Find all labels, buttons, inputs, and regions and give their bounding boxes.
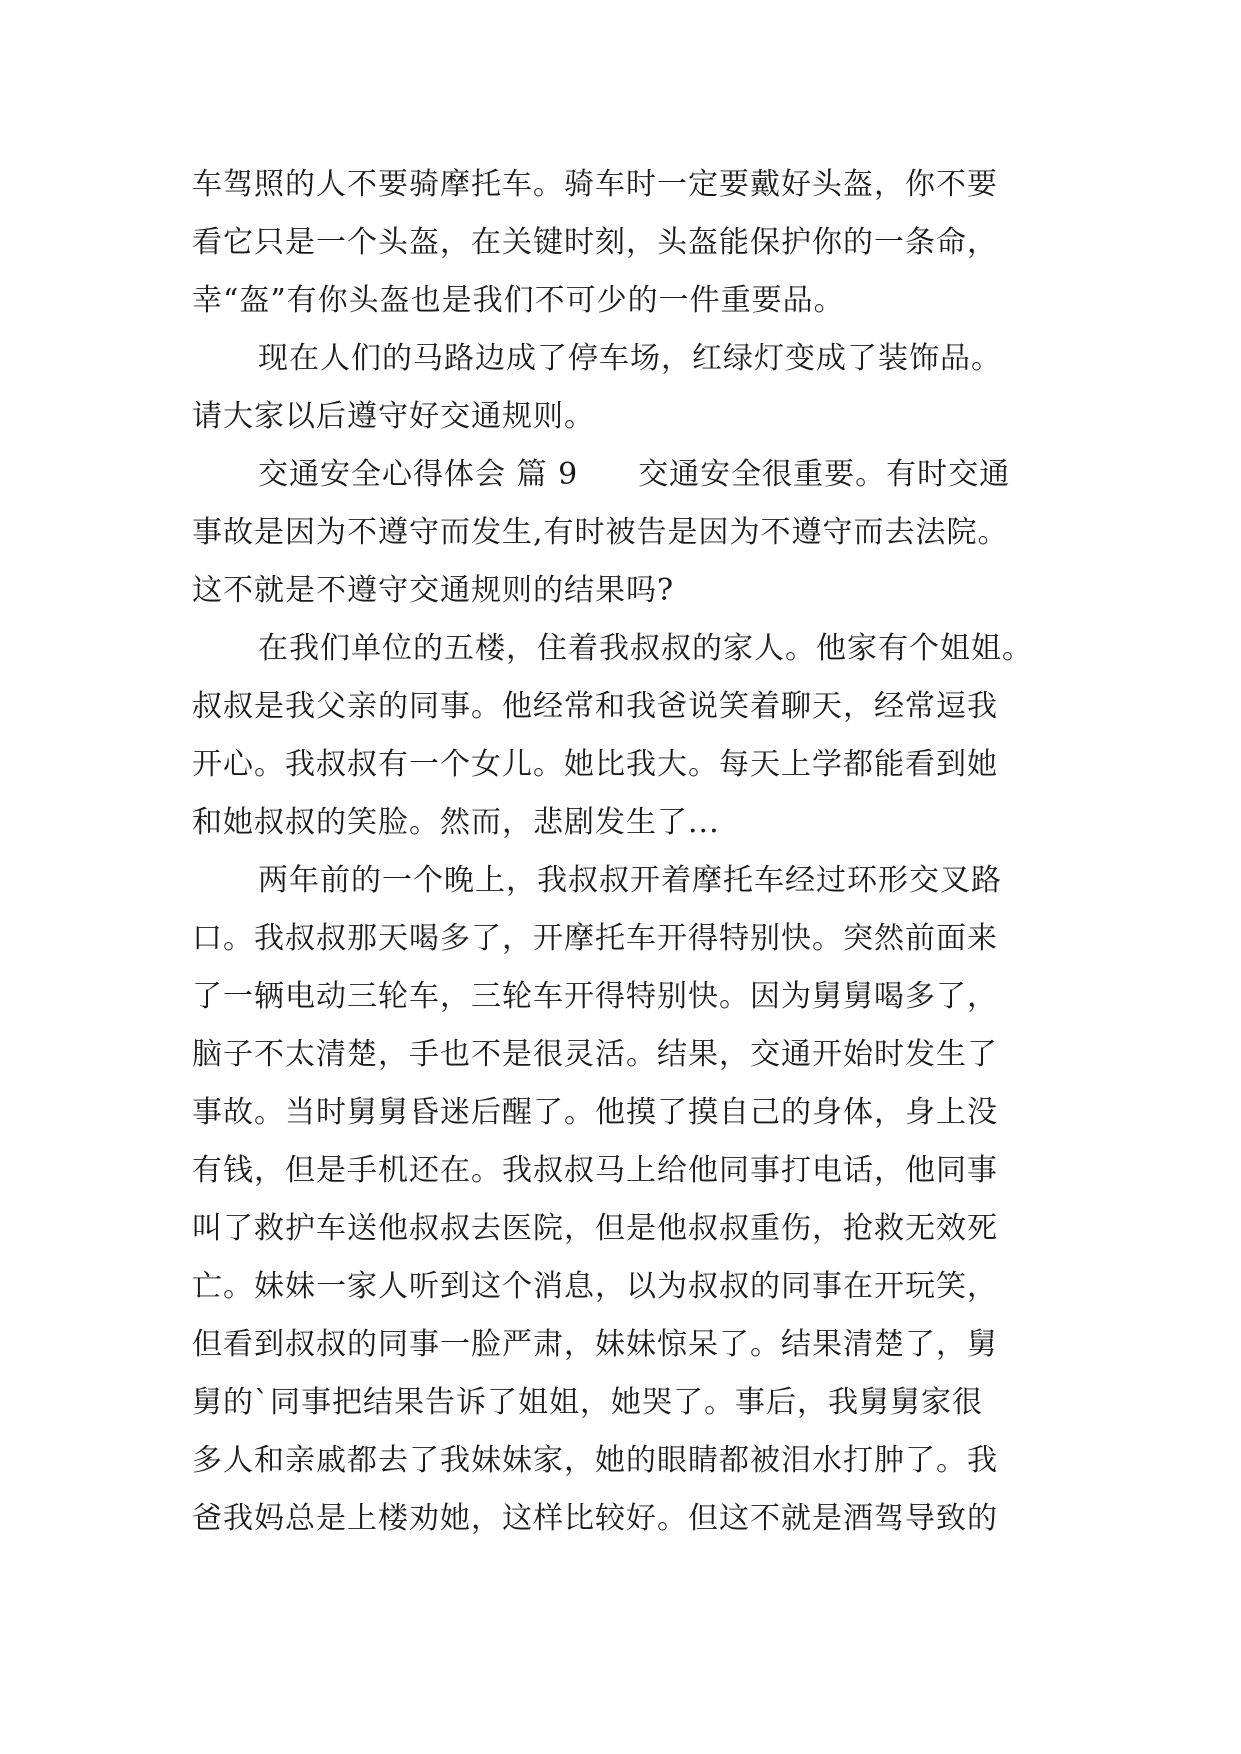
text-line: 幸“盔”有你头盔也是我们不可少的一件重要品。: [192, 283, 845, 318]
paragraph-accident-story: [192, 852, 1072, 1548]
text-line: 请大家以后遵守好交通规则。: [192, 399, 595, 434]
text-line: 开心。我叔叔有一个女儿。她比我大。每天上学都能看到她: [192, 747, 998, 782]
document-page: [192, 156, 1072, 1548]
paragraph-uncle-family: [192, 620, 1072, 852]
text-line: 口。我叔叔那天喝多了，开摩托车开得特别快。突然前面来: [192, 921, 998, 956]
text-line: 看它只是一个头盔，在关键时刻，头盔能保护你的一条命，: [192, 225, 998, 260]
text-line: 叔叔是我父亲的同事。他经常和我爸说笑着聊天，经常逗我: [192, 689, 998, 724]
text-line: 事故。当时舅舅昏迷后醒了。他摸了摸自己的身体，身上没: [192, 1095, 998, 1130]
section-heading: 交通安全心得体会 篇 9: [258, 457, 579, 492]
text-line: 在我们单位的五楼，住着我叔叔的家人。他家有个姐姐。: [258, 631, 1033, 666]
text-line: 多人和亲戚都去了我妹妹家，她的眼睛都被泪水打肿了。我: [192, 1443, 998, 1478]
text-line: 舅的`同事把结果告诉了姐姐，她哭了。事后，我舅舅家很: [192, 1385, 983, 1420]
text-line: 事故是因为不遵守而发生,有时被告是因为不遵守而去法院。: [192, 515, 1009, 550]
text-line-tail: 交通安全很重要。有时交通: [638, 457, 1011, 492]
text-line: 叫了救护车送他叔叔去医院，但是他叔叔重伤，抢救无效死: [192, 1211, 998, 1246]
text-line: 有钱，但是手机还在。我叔叔马上给他同事打电话，他同事: [192, 1153, 998, 1188]
text-line: 两年前的一个晚上，我叔叔开着摩托车经过环形交叉路: [258, 863, 1002, 898]
text-line: 脑子不太清楚，手也不是很灵活。结果，交通开始时发生了: [192, 1037, 998, 1072]
text-line: 但看到叔叔的同事一脸严肃，妹妹惊呆了。结果清楚了，舅: [192, 1327, 998, 1362]
paragraph-helmet: [192, 156, 1072, 330]
paragraph-section-9: [192, 446, 1072, 620]
text-line: 车驾照的人不要骑摩托车。骑车时一定要戴好头盔，你不要: [192, 167, 998, 202]
text-line: 爸我妈总是上楼劝她，这样比较好。但这不就是酒驾导致的: [192, 1501, 998, 1536]
text-line: 这不就是不遵守交通规则的结果吗?: [192, 573, 675, 608]
section-heading-line: [192, 446, 1072, 504]
text-line: 和她叔叔的笑脸。然而，悲剧发生了...: [192, 805, 720, 840]
paragraph-traffic-lights: [192, 330, 1072, 446]
text-line: 了一辆电动三轮车，三轮车开得特别快。因为舅舅喝多了，: [192, 979, 998, 1014]
text-line: 亡。妹妹一家人听到这个消息，以为叔叔的同事在开玩笑，: [192, 1269, 998, 1304]
text-line: 现在人们的马路边成了停车场，红绿灯变成了装饰品。: [258, 341, 1002, 376]
